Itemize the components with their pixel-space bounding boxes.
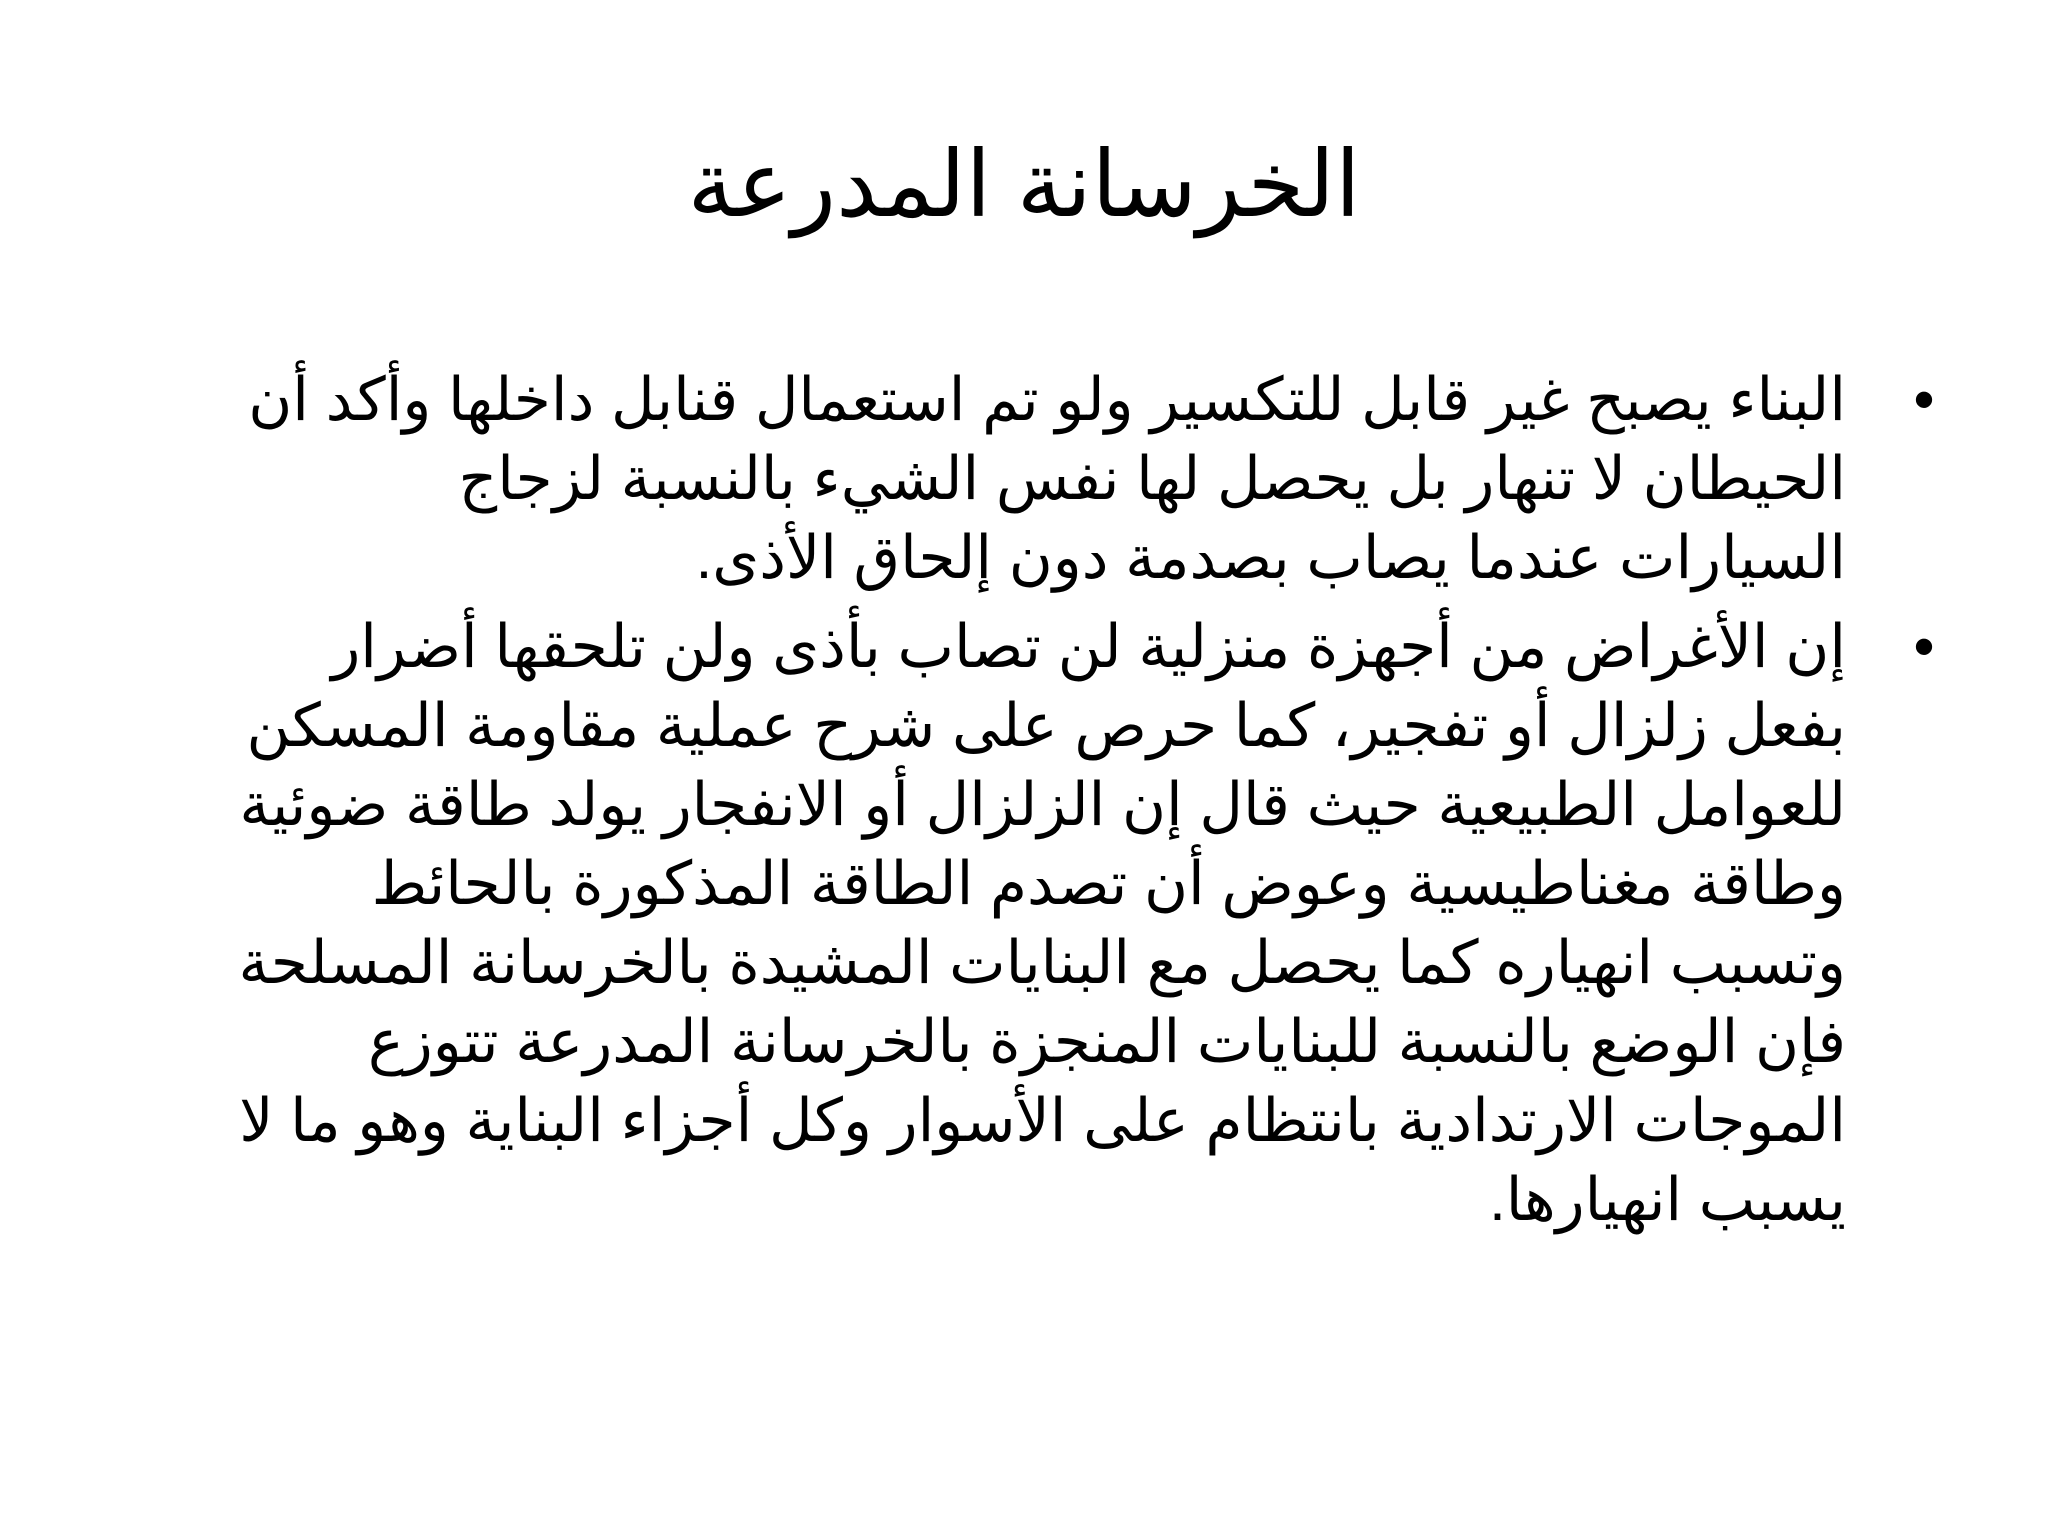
slide-title: الخرسانة المدرعة	[687, 134, 1361, 236]
bullet-icon: •	[1913, 366, 1935, 433]
bullet-icon: •	[1913, 613, 1935, 680]
bullet-text: البناء يصبح غير قابل للتكسير ولو تم استعمال قنابل داخلها وأكد أن الحيطان لا تنهار بل يحصل لها نفس الشيء بالنسبة لزجاج السيارات عندما يصاب بصدمة دون إلحاق الأذى.	[248, 366, 1846, 591]
bullet-item	[236, 607, 1956, 1239]
bullet-item	[236, 360, 1956, 597]
bullet-list	[236, 360, 1956, 1249]
bullet-text: إن الأغراض من أجهزة منزلية لن تصاب بأذى ولن تلحقها أضرار بفعل زلزال أو تفجير، كما حرص على شرح عملية مقاومة المسكن للعوامل الطبيعية حيث قال إن الزلزال أو الانفجار يولد طاقة ضوئية وطاقة مغناطيسية وعوض أن تصدم الطاقة المذكورة بالحائط وتسبب انهياره كما يحصل مع البنايات المشيدة بالخرسانة المسلحة فإن الوضع بالنسبة للبنايات المنجزة بالخرسانة المدرعة تتوزع الموجات الارتدادية بانتظام على الأسوار وكل أجزاء البناية وهو ما لا يسبب انهيارها.	[238, 613, 1846, 1233]
